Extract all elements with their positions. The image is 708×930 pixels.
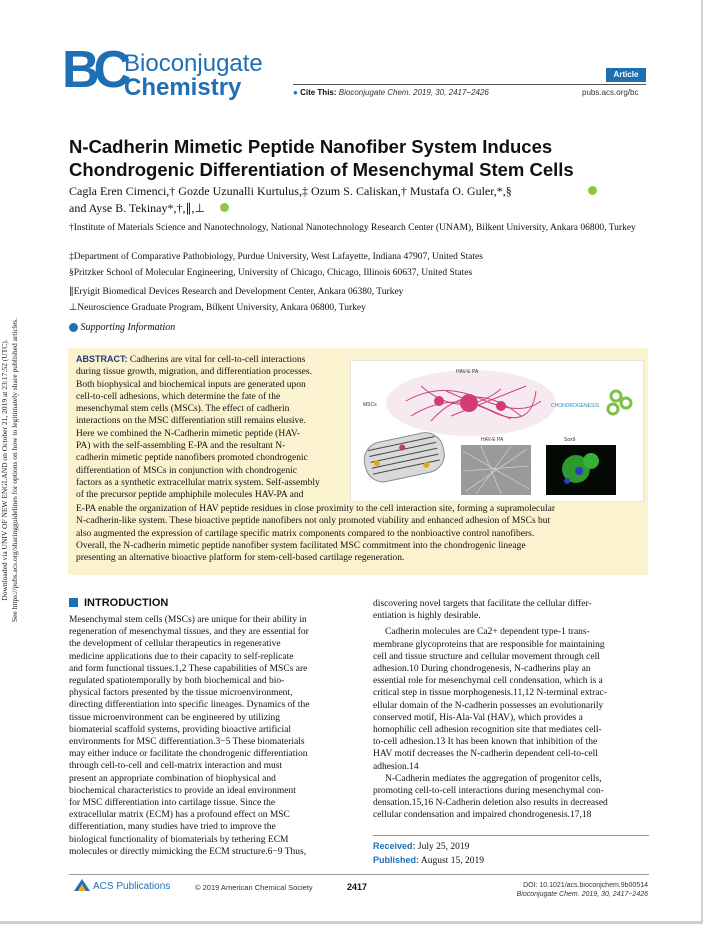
- acs-logo-icon[interactable]: [73, 878, 91, 892]
- abstract-line: during tissue growth, migration, and differentiation processes.: [76, 367, 312, 378]
- footer-citation: Bioconjugate Chem. 2019, 30, 2417−2426: [516, 891, 648, 898]
- body-line: biochemical characteristics to provide an ideal environment: [69, 785, 296, 796]
- body-line: membrane glycoproteins that are responsible for maintaining: [373, 639, 605, 650]
- abstract-line: presenting an alternative bioactive platform for stem-cell-based cartilage regeneration.: [76, 553, 405, 564]
- download-note-line2: See https://pubs.acs.org/sharingguidelines for options on how to legitimately share published articles.: [10, 317, 19, 623]
- body-line: cellular condensation and impaired chondrogenesis.17,18: [373, 810, 592, 821]
- body-line: biological functionality of biomaterials by tethering ECM: [69, 834, 289, 845]
- body-line: promoting cell-to-cell interactions during mesenchymal con-: [373, 786, 604, 797]
- body-line: Cadherin molecules are Ca2+ dependent type-1 trans-: [385, 627, 590, 638]
- cite-label: Cite This:: [300, 88, 337, 97]
- toc-graphic[interactable]: [350, 360, 644, 502]
- abstract-full: [76, 503, 644, 564]
- body-line: and form functional tissues.1,2 These capabilities of MSCs are: [69, 663, 308, 674]
- abstract-label: ABSTRACT:: [76, 354, 128, 364]
- supporting-info-icon: [69, 323, 78, 332]
- toc-graphic-art: [351, 361, 643, 501]
- body-left-column: [69, 614, 345, 858]
- body-line: biomaterial scaffold systems, providing bioactive artificial: [69, 724, 291, 735]
- abstract-line: differentiation of MSCs in conjunction with chondrogenic: [76, 465, 297, 476]
- section-marker-icon: [69, 598, 78, 607]
- abstract-left: [76, 353, 352, 502]
- author-line-1[interactable]: Cagla Eren Cimenci,† Gozde Uzunalli Kurtulus,‡ Ozum S. Caliskan,† Mustafa O. Guler,*,§: [69, 184, 512, 198]
- footer-doi-link[interactable]: DOI: 10.1021/acs.bioconjchem.9b00514: [523, 882, 648, 889]
- body-line: environments for MSC differentiation.3−5 These biomaterials: [69, 737, 305, 748]
- abstract-line: Here we combined the N-Cadherin mimetic peptide (HAV-: [76, 428, 300, 439]
- journal-name-top: Bioconjugate: [124, 50, 263, 77]
- author-list: [69, 183, 659, 217]
- published-label: Published:: [373, 855, 420, 865]
- body-line: extracellular matrix (ECM) has a profound effect on MSC: [69, 810, 290, 821]
- body-line: differentiation, many studies have tried to improve the: [69, 822, 276, 833]
- toc-label-mscs: MSCs: [363, 402, 377, 408]
- body-line: for MSC differentiation into cartilage tissue. Since the: [69, 798, 276, 809]
- body-line: Mesenchymal stem cells (MSCs) are unique for their ability in: [69, 615, 307, 625]
- dates-rule: [373, 835, 649, 836]
- page-number: 2417: [347, 882, 368, 892]
- body-line: the development of cellular therapeutics in regenerative: [69, 639, 281, 650]
- abstract-line: PA) with the self-assembling E-PA and the resultant N-: [76, 441, 286, 452]
- toc-label-hav-pa: HAV-E PA: [456, 369, 479, 375]
- body-line: ellular domain of the N-cadherin possesses an evolutionarily: [373, 700, 604, 711]
- article-title: N-Cadherin Mimetic Peptide Nanofiber System Induces Chondrogenic Differentiation of Mesenchymal Stem Cells: [69, 136, 574, 180]
- body-line: tissue microenvironment can be engineered by utilizing: [69, 712, 281, 723]
- body-line: discovering novel targets that facilitate the cellular differ-: [373, 599, 592, 609]
- published-value: August 15, 2019: [420, 856, 484, 866]
- body-line: entiation is highly desirable.: [373, 611, 481, 622]
- abstract-line: Both biophysical and biochemical inputs are generated upon: [76, 379, 306, 390]
- abstract-line: interactions on the MSC differentiation still remains elusive.: [76, 416, 306, 427]
- section-heading-introduction: INTRODUCTION: [84, 597, 169, 609]
- affiliation: ‡Department of Comparative Pathobiology, Purdue University, West Lafayette, Indiana 47907, United States: [69, 252, 483, 262]
- received-label: Received:: [373, 841, 416, 851]
- footer-doi: [480, 881, 648, 899]
- body-line: densation.15,16 N-Cadherin deletion also results in decreased: [373, 798, 608, 809]
- body-right-column: [373, 598, 649, 822]
- body-line: adhesion.14: [373, 761, 419, 772]
- body-line: directing differentiation into specific lineages. Dynamics of the: [69, 700, 310, 711]
- article-type-badge: Article: [606, 68, 646, 82]
- body-line: critical step in tissue morphogenesis.11,12 N-terminal extrac-: [373, 688, 607, 699]
- affiliation: ⊥Neuroscience Graduate Program, Bilkent University, Ankara 06800, Turkey: [69, 303, 366, 313]
- body-line: conserved motif, His-Ala-Val (HAV), which provides a: [373, 712, 583, 723]
- affiliation: ∥Eryigit Biomedical Devices Research and Development Center, Ankara 06380, Turkey: [69, 287, 404, 297]
- body-line: through cell-to-cell and cell-matrix interaction and must: [69, 761, 283, 772]
- body-line: present an appropriate combination of biophysical and: [69, 773, 276, 784]
- footer-rule: [69, 874, 649, 875]
- body-line: essential role for mesenchymal cell condensation, which is a: [373, 676, 603, 687]
- supporting-info-link[interactable]: [69, 322, 175, 333]
- body-line: molecules or directly mimicking the ECM structure.6−9 Thus,: [69, 846, 307, 857]
- abstract-line: Cadherins are vital for cell-to-cell interactions: [129, 355, 306, 365]
- body-line: homophilic cell adhesion recognition site that mediates cell-: [373, 725, 602, 736]
- orcid-icon[interactable]: [220, 203, 229, 212]
- toc-label-hav-e-pa-small: HAV-E PA: [481, 437, 504, 443]
- publisher-name[interactable]: ACS Publications: [93, 881, 171, 892]
- abstract-line: Overall, the N-cadherin mimetic peptide nanofiber system facilitated MSC commitment into the chondrogenic lineage: [76, 540, 526, 551]
- abstract-line: cell-to-cell adhesions, which determine the fate of the: [76, 391, 281, 402]
- toc-label-sox9: Sox9: [564, 437, 576, 443]
- body-line: regulated spatiotemporally by both biochemical and bio-: [69, 676, 285, 687]
- body-line: to-cell adhesion.13 It has been known that inhibition of the: [373, 737, 598, 748]
- abstract-line: N-cadherin-like system. These bioactive peptide nanofibers not only promoted viability and enhanced adhesion of MSCs but: [76, 516, 551, 527]
- cite-this[interactable]: [293, 88, 489, 97]
- received-value: July 25, 2019: [417, 842, 470, 852]
- abstract-line: E-PA enable the organization of HAV peptide residues in close proximity to the cell interaction site, forming a supramolecular: [76, 504, 556, 514]
- cite-text: Bioconjugate Chem. 2019, 30, 2417−2426: [338, 88, 489, 97]
- affiliation: §Pritzker School of Molecular Engineering, University of Chicago, Chicago, Illinois 60637, United States: [69, 268, 473, 278]
- body-line: cell and tissue structure and cellular movement through cell: [373, 651, 600, 662]
- body-line: adhesion.10 During chondrogenesis, N-cadherins play an: [373, 664, 591, 675]
- affiliation: †Institute of Materials Science and Nanotechnology, National Nanotechnology Research Center (UNAM), Bilkent University, Ankara 06800, Turkey: [69, 223, 636, 233]
- abstract-line: also augmented the expression of cartilage specific matrix components compared to the nonbioactive control nanofibers.: [76, 528, 535, 539]
- journal-logo-letters[interactable]: BC: [62, 41, 126, 99]
- copyright: © 2019 American Chemical Society: [195, 883, 313, 892]
- journal-website-link[interactable]: pubs.acs.org/bc: [582, 88, 639, 97]
- received-date: [373, 841, 469, 852]
- supporting-info-label: Supporting Information: [80, 322, 176, 333]
- abstract-line: factors as a synthetic extracellular matrix system. Self-assembly: [76, 477, 320, 488]
- abstract-line: cadherin mimetic peptide nanofibers promoted chondrogenic: [76, 453, 308, 464]
- body-line: physical factors presented by the tissue microenvironment,: [69, 688, 293, 699]
- author-line-2[interactable]: and Ayse B. Tekinay*,†,∥,⊥: [69, 201, 205, 215]
- published-date: [373, 855, 484, 866]
- abstract-line: mesenchymal stem cells (MSCs). The effect of cadherin: [76, 404, 290, 415]
- body-line: N-Cadherin mediates the aggregation of progenitor cells,: [385, 773, 602, 784]
- download-note-line1: Downloaded via UNIV OF NEW ENGLAND on October 21, 2019 at 23:17:52 (UTC).: [0, 339, 9, 601]
- toc-label-chondrogenesis: CHONDROGENESIS: [551, 403, 600, 409]
- cite-icon: ●: [293, 88, 298, 97]
- body-line: HAV motif decreases the N-cadherin dependent cell-to-cell: [373, 749, 598, 760]
- header-rule: [293, 84, 646, 85]
- abstract-line: of the precursor peptide amphiphile molecules HAV-PA and: [76, 490, 304, 501]
- download-note: [0, 160, 20, 780]
- journal-name-bottom: Chemistry: [124, 74, 242, 101]
- orcid-icon[interactable]: [588, 186, 597, 195]
- body-line: medicine applications due to their capacity to self-replicate: [69, 651, 294, 662]
- body-line: regeneration of mesenchymal tissues, and they are essential for: [69, 627, 309, 638]
- body-line: may either induce or facilitate the chondrogenic differentiation: [69, 749, 308, 760]
